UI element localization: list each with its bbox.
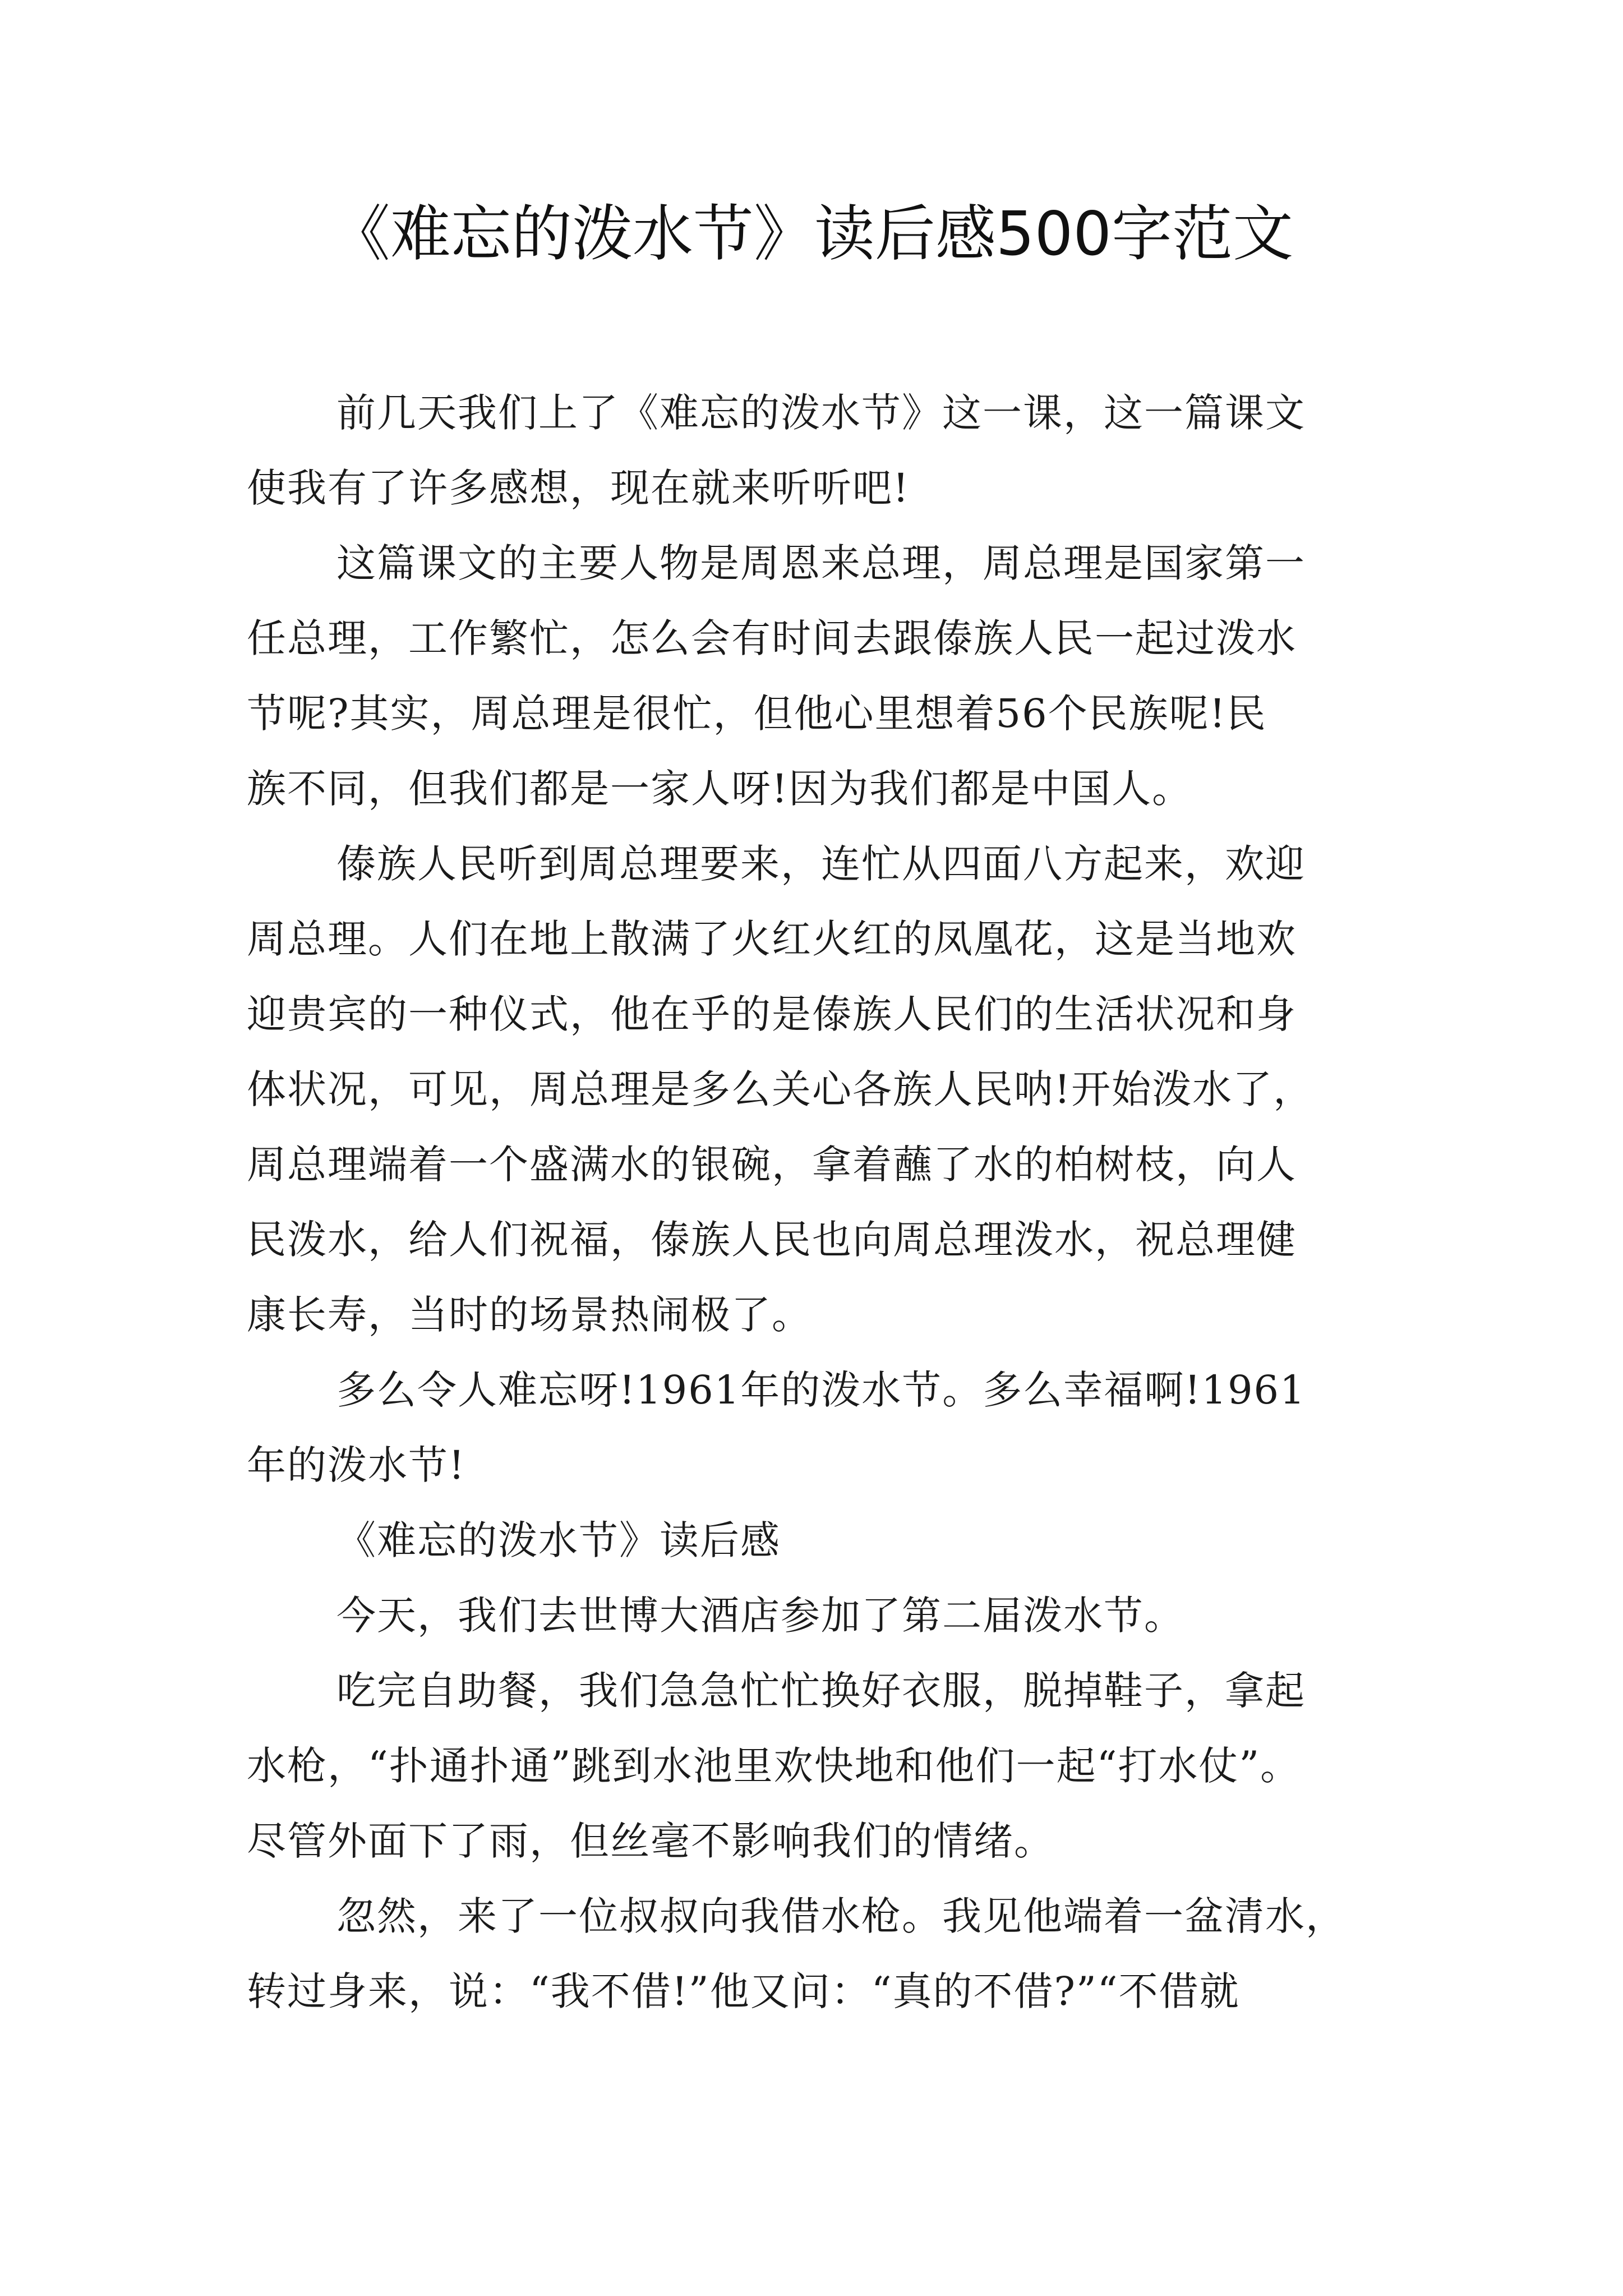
text-line: 忽然，来了一位叔叔向我借水枪。我见他端着一盆清水， (336, 1893, 1346, 1939)
section-subtitle: 《难忘的泼水节》读后感 (336, 1517, 781, 1563)
text-line: 节呢?其实，周总理是很忙，但他心里想着56个民族呢!民 (247, 691, 1267, 737)
text-line: 转过身来，说：“我不借!”他又问：“真的不借?”“不借就 (247, 1968, 1240, 2014)
text-line: 这篇课文的主要人物是周恩来总理，周总理是国家第一 (336, 540, 1306, 586)
text-line: 民泼水，给人们祝福，傣族人民也向周总理泼水，祝总理健 (247, 1217, 1297, 1263)
text-line: 多么令人难忘呀!1961年的泼水节。多么幸福啊!1961 (336, 1367, 1306, 1413)
text-line: 年的泼水节! (247, 1442, 466, 1488)
text-line: 尽管外面下了雨，但丝毫不影响我们的情绪。 (247, 1818, 1054, 1864)
text-line: 前几天我们上了《难忘的泼水节》这一课，这一篇课文 (336, 390, 1306, 436)
text-line: 族不同，但我们都是一家人呀!因为我们都是中国人。 (247, 766, 1193, 812)
text-line: 今天，我们去世博大酒店参加了第二届泼水节。 (336, 1593, 1184, 1639)
text-line: 体状况，可见，周总理是多么关心各族人民呐!开始泼水了， (247, 1066, 1314, 1112)
text-line: 水枪，“扑通扑通”跳到水池里欢快地和他们一起“打水仗”。 (247, 1743, 1301, 1789)
text-line: 任总理，工作繁忙，怎么会有时间去跟傣族人民一起过泼水 (247, 615, 1297, 661)
text-line: 康长寿，当时的场景热闹极了。 (247, 1292, 812, 1338)
text-line: 使我有了许多感想，现在就来听听吧! (247, 465, 910, 511)
text-line: 周总理端着一个盛满水的银碗，拿着蘸了水的柏树枝，向人 (247, 1142, 1297, 1188)
text-line: 周总理。人们在地上散满了火红火红的凤凰花，这是当地欢 (247, 916, 1297, 962)
text-line: 迎贵宾的一种仪式，他在乎的是傣族人民们的生活状况和身 (247, 991, 1297, 1037)
document-title: 《难忘的泼水节》读后感500字范文 (329, 199, 1294, 269)
text-line: 吃完自助餐，我们急急忙忙换好衣服，脱掉鞋子，拿起 (336, 1668, 1306, 1714)
text-line: 傣族人民听到周总理要来，连忙从四面八方起来，欢迎 (336, 841, 1306, 887)
